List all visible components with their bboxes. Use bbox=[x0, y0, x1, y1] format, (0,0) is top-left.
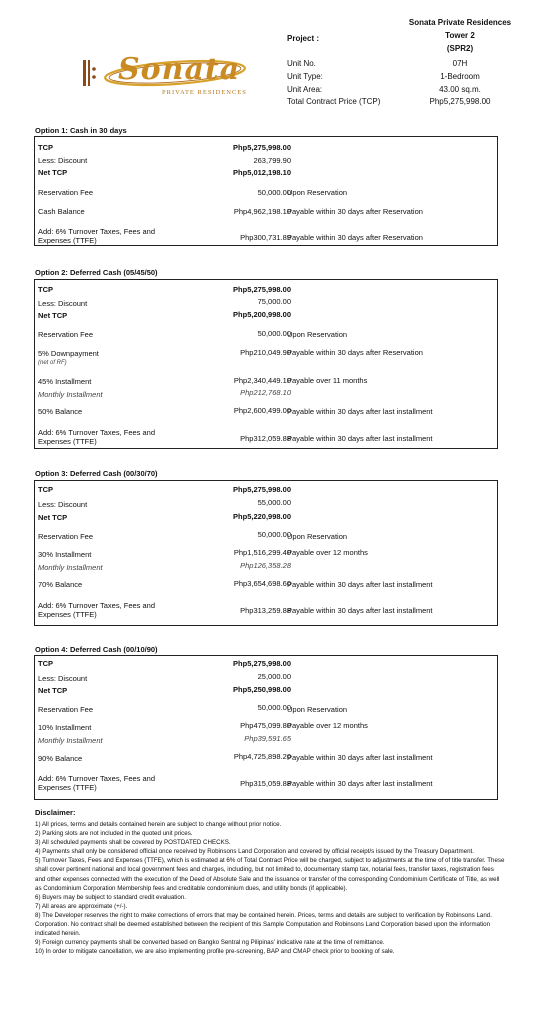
row-note: Payable within 30 days after last installment bbox=[287, 779, 433, 788]
row-label: Net TCP bbox=[38, 168, 68, 177]
option-box bbox=[34, 279, 498, 449]
disclaimer-list bbox=[35, 820, 505, 956]
row-label: 10% Installment bbox=[38, 723, 92, 732]
row-value: Php5,250,998.00 bbox=[233, 685, 291, 694]
row-note: Payable within 30 days after Reservation bbox=[287, 207, 423, 216]
row-value: Php5,275,998.00 bbox=[233, 659, 291, 668]
project-name-line: Tower 2 bbox=[445, 31, 475, 40]
disclaimer-item: 6) Buyers may be subject to standard credit evaluation. bbox=[35, 893, 186, 901]
row-value: Php4,962,198.10 bbox=[233, 207, 291, 216]
row-note: Upon Reservation bbox=[287, 705, 348, 714]
disclaimer-item: 9) Foreign currency payments shall be converted based on Bangko Sentral ng Pilipinas' indicative rate at the time of remittance. bbox=[35, 939, 385, 947]
disclaimer-item: 2) Parking slots are not included in the quoted unit prices. bbox=[35, 830, 193, 838]
row-note: Payable within 30 days after Reservation bbox=[287, 348, 423, 357]
row-value: 55,000.00 bbox=[257, 498, 291, 507]
disclaimer-item: 3) All scheduled payments shall be covered by POSTDATED CHECKS. bbox=[35, 839, 231, 847]
row-label: Reservation Fee bbox=[38, 705, 94, 714]
row-label: Reservation Fee bbox=[38, 532, 94, 541]
row-value: Php312,059.88 bbox=[240, 434, 291, 443]
row-label: TCP bbox=[38, 659, 53, 668]
row-label: Less: Discount bbox=[38, 500, 88, 509]
row-value: Php5,200,998.00 bbox=[233, 310, 291, 319]
row-label: 45% Installment bbox=[38, 377, 92, 386]
disclaimer-item: 1) All prices, terms and details contained herein are subject to change without prior notice. bbox=[35, 821, 282, 828]
row-label: Less: Discount bbox=[38, 299, 88, 308]
row-value: Php3,654,698.60 bbox=[233, 579, 291, 588]
row-label: Less: Discount bbox=[38, 156, 88, 165]
row-value: Php5,012,198.10 bbox=[233, 168, 291, 177]
project-name-line: (SPR2) bbox=[446, 44, 474, 53]
row-value: Php1,516,299.40 bbox=[233, 548, 291, 557]
row-label: TCP bbox=[38, 143, 53, 152]
row-label: Monthly Installment bbox=[38, 390, 103, 399]
logo-wordmark: Sonata bbox=[118, 52, 241, 87]
option-title: Option 3: Deferred Cash (00/30/70) bbox=[35, 469, 158, 478]
row-note: Payable over 11 months bbox=[287, 376, 368, 385]
row-note: Upon Reservation bbox=[287, 188, 348, 197]
row-value: Php475,099.80 bbox=[240, 721, 291, 730]
row-note: Payable within 30 days after last installment bbox=[287, 434, 433, 443]
row-value: Php210,049.90 bbox=[240, 348, 291, 357]
row-value: Php5,275,998.00 bbox=[233, 285, 291, 294]
row-value: Php39,591.65 bbox=[244, 734, 291, 743]
row-label: Monthly Installment bbox=[38, 736, 103, 745]
row-label: Net TCP bbox=[38, 513, 68, 522]
option-box bbox=[34, 136, 498, 246]
row-value: 263,799.90 bbox=[253, 156, 291, 165]
row-label: 30% Installment bbox=[38, 550, 92, 559]
unit-type-value: 1-Bedroom bbox=[440, 72, 480, 81]
row-value: Php5,220,998.00 bbox=[233, 512, 291, 521]
row-note: Upon Reservation bbox=[287, 330, 348, 339]
row-note: Upon Reservation bbox=[287, 532, 348, 541]
row-note: Payable over 12 months bbox=[287, 721, 368, 730]
row-label: Net TCP bbox=[38, 311, 68, 320]
row-value: Php313,259.88 bbox=[240, 606, 291, 615]
unit-no-label: Unit No. bbox=[287, 59, 316, 68]
disclaimer-item: 8) The Developer reserves the right to make corrections of errors that may be contained herein. Prices, terms and details are subject to verification by Robinsons Land. Corporation. No contract shall be deemed established between the recipient of this Sample Computation and Robinsons Land Corporation based upon the information indicated herein. bbox=[35, 911, 492, 938]
row-value: 75,000.00 bbox=[257, 297, 291, 306]
row-value: 50,000.00 bbox=[257, 329, 291, 338]
row-note: Payable within 30 days after last installment bbox=[287, 580, 433, 589]
row-note: Payable within 30 days after last installment bbox=[287, 606, 433, 615]
unit-area-label: Unit Area: bbox=[287, 85, 323, 94]
row-value: Php5,275,998.00 bbox=[233, 485, 291, 494]
disclaimer-title: Disclaimer: bbox=[35, 808, 76, 817]
row-value: 25,000.00 bbox=[257, 672, 291, 681]
row-label: Less: Discount bbox=[38, 674, 88, 683]
unit-area-value: 43.00 sq.m. bbox=[439, 85, 481, 94]
option-title: Option 1: Cash in 30 days bbox=[35, 126, 127, 135]
row-value: 50,000.00 bbox=[257, 188, 291, 197]
row-note: Payable over 12 months bbox=[287, 548, 368, 557]
option-title: Option 2: Deferred Cash (05/45/50) bbox=[35, 268, 158, 277]
logo-tagline: PRIVATE RESIDENCES bbox=[162, 89, 247, 96]
row-label: 70% Balance bbox=[38, 580, 83, 589]
row-label: 5% Downpayment bbox=[38, 349, 99, 358]
row-label: 90% Balance bbox=[38, 754, 83, 763]
sonata-logo bbox=[80, 52, 255, 102]
disclaimer-item: 4) Payments shall only be considered official once received by Robinsons Land Corporation and covered by official receipt/s issued by the Treasury Department. bbox=[35, 848, 474, 856]
project-name bbox=[400, 16, 520, 55]
row-value: Php2,600,499.00 bbox=[233, 406, 291, 415]
option-box bbox=[34, 655, 498, 800]
project-name-line: Sonata Private Residences bbox=[408, 18, 512, 27]
row-label: Add: 6% Turnover Taxes, Fees and Expenses (TTFE) bbox=[38, 601, 156, 619]
row-value: Php2,340,449.10 bbox=[233, 376, 291, 385]
row-value: Php212,768.10 bbox=[240, 388, 291, 397]
project-label: Project : bbox=[287, 34, 320, 43]
row-label: Add: 6% Turnover Taxes, Fees and Expenses (TTFE) bbox=[38, 774, 156, 792]
disclaimer-item: 7) All areas are approximate (+/-). bbox=[35, 902, 128, 910]
disclaimer-item: 5) Turnover Taxes, Fees and Expenses (TTFE), which is estimated at 6% of Total Contract Price will be charged, subject to adjustments at the time of of title transfer. These shall cover pertinent national and local government fees and charges, including, but not limited to, documentary stamp tax, notarial fees, transfer taxes, registration fees and other expenses connected with the execution of the Deed of Absolute Sale and the issuance or transfer of the corresponding Condominium Certificate of Title, as well as Condominium Corporation Membership fees and creditable condominium dues, and utility bonds (if applicable). bbox=[35, 857, 505, 892]
row-value: Php126,358.28 bbox=[240, 561, 291, 570]
row-note: Payable within 30 days after last installment bbox=[287, 407, 433, 416]
row-label: Cash Balance bbox=[38, 207, 85, 216]
unit-type-label: Unit Type: bbox=[287, 72, 323, 81]
unit-no-value: 07H bbox=[452, 59, 468, 68]
option-title: Option 4: Deferred Cash (00/10/90) bbox=[35, 645, 158, 654]
option-box bbox=[34, 480, 498, 626]
row-value: Php4,725,898.20 bbox=[233, 752, 291, 761]
row-note: Payable within 30 days after Reservation bbox=[287, 233, 423, 242]
row-label: Reservation Fee bbox=[38, 188, 94, 197]
row-label: Reservation Fee bbox=[38, 330, 94, 339]
row-value: Php315,059.88 bbox=[240, 779, 291, 788]
row-value: 50,000.00 bbox=[257, 530, 291, 539]
row-label: TCP bbox=[38, 285, 53, 294]
tcp-label: Total Contract Price (TCP) bbox=[287, 97, 381, 106]
row-sub-label: (net of RF) bbox=[38, 360, 67, 366]
row-value: Php5,275,998.00 bbox=[233, 143, 291, 152]
row-label: 50% Balance bbox=[38, 407, 83, 416]
row-label: Add: 6% Turnover Taxes, Fees and Expenses (TTFE) bbox=[38, 227, 156, 245]
row-label: Monthly Installment bbox=[38, 563, 103, 572]
tcp-value: Php5,275,998.00 bbox=[429, 97, 491, 106]
row-label: Net TCP bbox=[38, 686, 68, 695]
row-label: TCP bbox=[38, 485, 53, 494]
disclaimer-item: 10) In order to mitigate cancellation, we are also implementing profile pre-screening, BAP and CMAP check prior to booking of sale. bbox=[35, 948, 395, 956]
row-label: Add: 6% Turnover Taxes, Fees and Expenses (TTFE) bbox=[38, 428, 156, 446]
row-value: Php300,731.89 bbox=[240, 233, 291, 242]
row-value: 50,000.00 bbox=[257, 703, 291, 712]
row-note: Payable within 30 days after last installment bbox=[287, 753, 433, 762]
